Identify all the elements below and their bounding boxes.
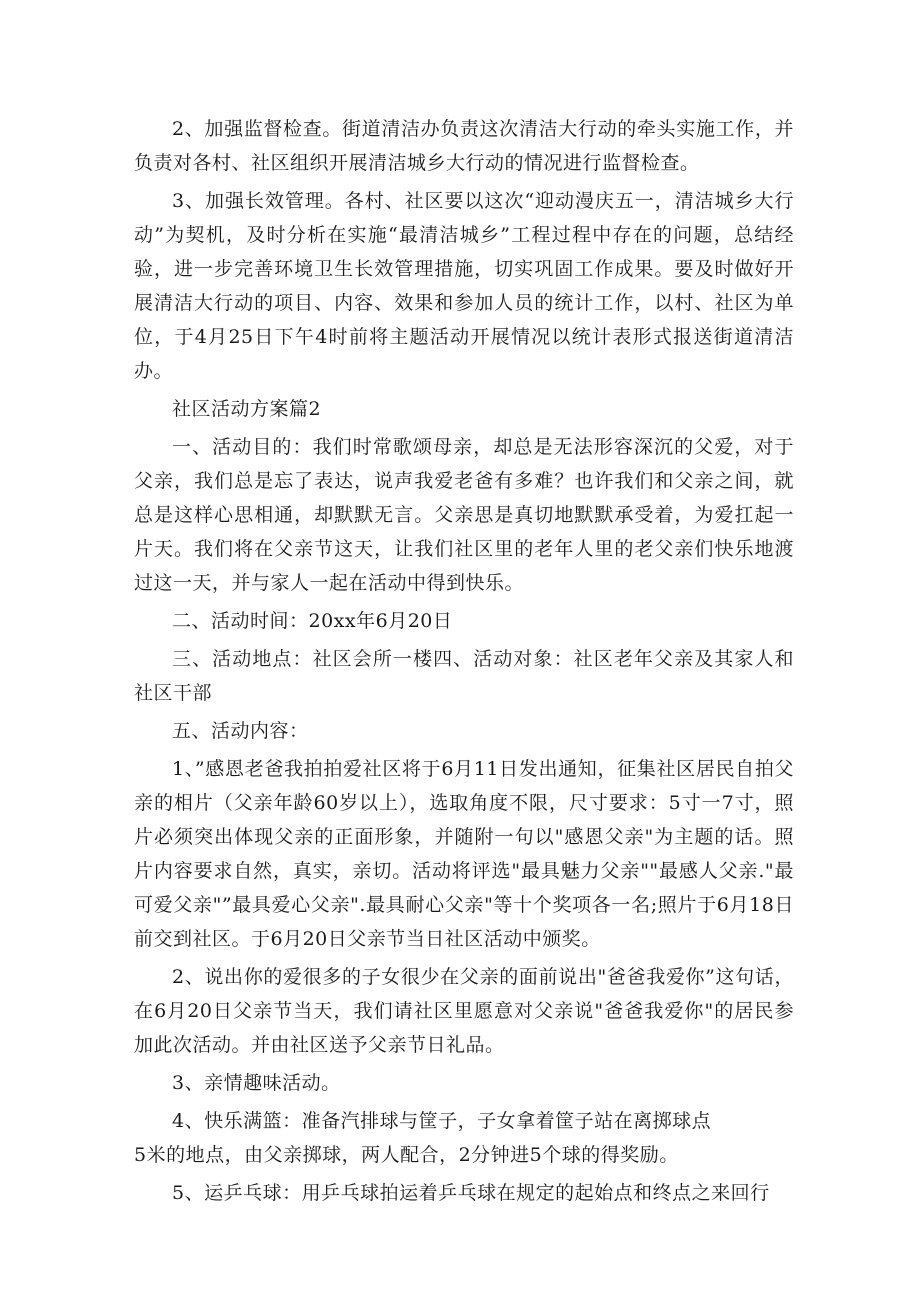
paragraph-activity-purpose: 一、活动目的：我们时常歌颂母亲，却总是无法形容深沉的父爱，对于父亲，我们总是忘了表达，说声我爱老爸有多难？也许我们和父亲之间，就总是这样心思相通，却默默无言。父亲思是真切地默默承受着，为爱扛起一片天。我们将在父亲节这天，让我们社区里的老年人里的老父亲们快乐地渡过这一天，并与家人一起在活动中得到快乐。	[134, 436, 794, 594]
paragraph-item-2: 2、说出你的爱很多的子女很少在父亲的面前说出"爸爸我爱你”这句话，在6月20日父亲节当天，我们请社区里愿意对父亲说"爸爸我爱你"的居民参加此次活动。并由社区送予父亲节日礼品。	[134, 966, 794, 1056]
paragraph-long-term-management: 3、加强长效管理。各村、社区要以这次“迎动漫庆五一，清洁城乡大行动”为契机，及时分析在实施“最清洁城乡”工程过程中存在的问题，总结经验，进一步完善环境卫生长效管理措施，切实巩固工作成果。要及时做好开展清洁大行动的项目、内容、效果和参加人员的统计工作，以村、社区为单位，于4月25日下午4时前将主题活动开展情况以统计表形式报送街道清洁办。	[134, 190, 794, 382]
paragraph-item-5: 5、运乒乓球：用乒乓球拍运着乒乓球在规定的起始点和终点之来回行	[172, 1182, 770, 1204]
paragraph-supervision: 2、加强监督检查。街道清洁办负责这次清洁大行动的牵头实施工作，并负责对各村、社区组织开展清洁城乡大行动的情况进行监督检查。	[134, 118, 794, 174]
paragraph-activity-time: 二、活动时间：20xx年6月20日	[172, 610, 453, 632]
paragraph-item-4: 4、快乐满篮：准备汽排球与筐子，子女拿着筐子站在离掷球点	[172, 1110, 712, 1132]
paragraph-activity-content-title: 五、活动内容：	[172, 720, 309, 742]
document-body	[134, 112, 794, 1210]
paragraph-item-3: 3、亲情趣味活动。	[172, 1072, 341, 1094]
paragraph-activity-location: 三、活动地点：社区会所一楼四、活动对象：社区老年父亲及其家人和社区干部	[134, 648, 794, 704]
paragraph-item-4-continued: 5米的地点，由父亲掷球，两人配合，2分钟进5个球的得奖励。	[134, 1144, 679, 1166]
section-heading: 社区活动方案篇2	[172, 398, 322, 420]
paragraph-item-1: 1、”感恩老爸我拍拍爱社区将于6月11日发出通知，征集社区居民自拍父亲的相片（父亲年龄60岁以上），选取角度不限，尺寸要求：5寸一7寸，照片必须突出体现父亲的正面形象，并随附一句以"感恩父亲"为主题的话。照片内容要求自然，真实，亲切。活动将评选"最具魅力父亲""最感人父亲."最可爱父亲"”最具爱心父亲".最具耐心父亲"等十个奖项各一名;照片于6月18日前交到社区。于6月20日父亲节当日社区活动中颁奖。	[134, 758, 794, 950]
